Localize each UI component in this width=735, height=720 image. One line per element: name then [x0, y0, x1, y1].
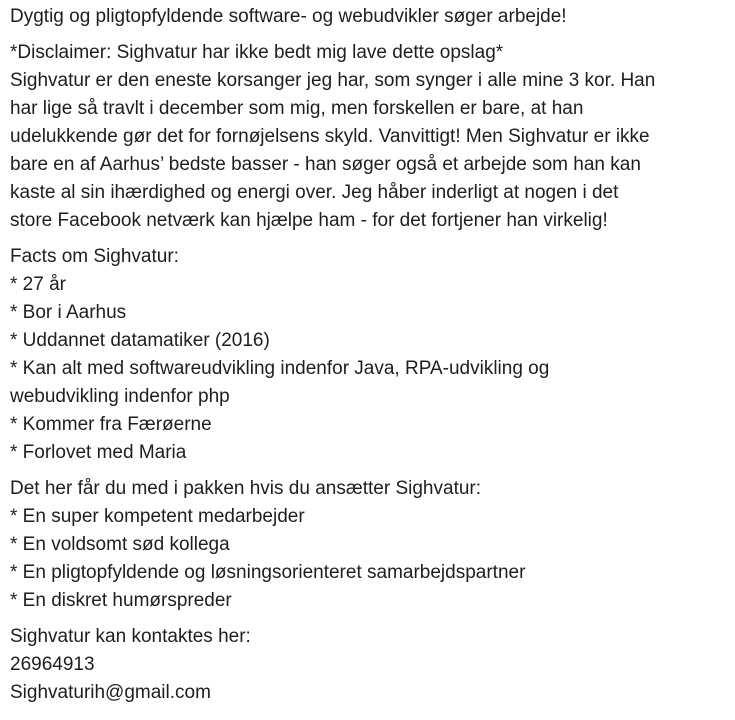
- intro-paragraph: [10, 39, 725, 235]
- facts-item: * Bor i Aarhus: [10, 302, 127, 323]
- intro-line: bare en af Aarhus’ bedste basser - han søger også et arbejde som han kan: [10, 154, 641, 175]
- intro-line: store Facebook netværk kan hjælpe ham - for det fortjener han virkelig!: [10, 210, 608, 231]
- benefits-item: * En diskret humørspreder: [10, 590, 232, 611]
- facts-paragraph: [10, 243, 725, 467]
- contact-email: Sighvaturih@gmail.com: [10, 682, 211, 703]
- facts-item: webudvikling indenfor php: [10, 386, 230, 407]
- post-headline-paragraph: [10, 3, 725, 31]
- contact-paragraph: [10, 623, 725, 707]
- intro-line: har lige så travlt i december som mig, men forskellen er bare, at han: [10, 98, 584, 119]
- post-headline: Dygtig og pligtopfyldende software- og webudvikler søger arbejde!: [10, 6, 567, 27]
- facts-item: * Forlovet med Maria: [10, 442, 187, 463]
- benefits-item: * En super kompetent medarbejder: [10, 506, 305, 527]
- benefits-heading: Det her får du med i pakken hvis du ansætter Sighvatur:: [10, 478, 482, 499]
- benefits-item: * En pligtopfyldende og løsningsorienteret samarbejdspartner: [10, 562, 526, 583]
- facts-item: * 27 år: [10, 274, 66, 295]
- benefits-paragraph: [10, 475, 725, 615]
- benefits-item: * En voldsomt sød kollega: [10, 534, 230, 555]
- contact-phone: 26964913: [10, 654, 95, 675]
- intro-line: Sighvatur er den eneste korsanger jeg har, som synger i alle mine 3 kor. Han: [10, 70, 656, 91]
- facts-item: * Kommer fra Færøerne: [10, 414, 212, 435]
- facts-item: * Kan alt med softwareudvikling indenfor Java, RPA-udvikling og: [10, 358, 550, 379]
- intro-line: udelukkende gør det for fornøjelsens skyld. Vanvittigt! Men Sighvatur er ikke: [10, 126, 650, 147]
- intro-line: *Disclaimer: Sighvatur har ikke bedt mig lave dette opslag*: [10, 42, 504, 63]
- facts-heading: Facts om Sighvatur:: [10, 246, 179, 267]
- intro-line: kaste al sin ihærdighed og energi over. Jeg håber inderligt at nogen i det: [10, 182, 619, 203]
- contact-heading: Sighvatur kan kontaktes her:: [10, 626, 251, 647]
- facts-item: * Uddannet datamatiker (2016): [10, 330, 270, 351]
- post-body: [10, 3, 725, 707]
